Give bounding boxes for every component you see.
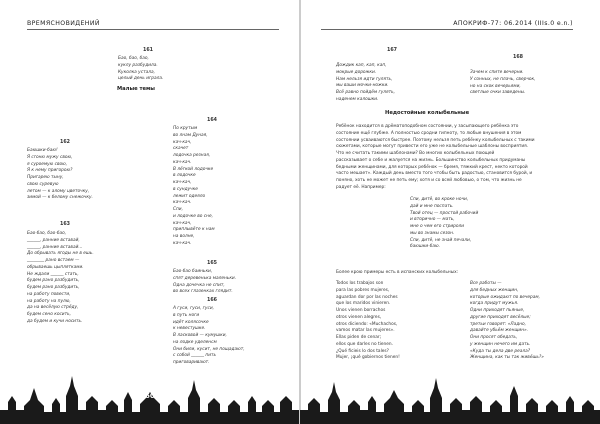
text-line: кач-кач,	[173, 139, 192, 145]
text-line: ¿Qué ficieis lo dos tales?	[336, 348, 389, 354]
text-line: Всё равно пойдём гулять,	[336, 90, 396, 95]
text-line: свою суревую	[27, 181, 59, 187]
left-page-number: 60	[145, 392, 155, 400]
text-line: в сундучке	[173, 186, 198, 192]
text-line: будем рано разбудить,	[27, 285, 80, 290]
text-line: Я сгоню мужу свою,	[27, 154, 73, 160]
stanza-161	[118, 56, 163, 83]
text-line: рассказывает о себе и жалуется на жизнь. Большинство колыбельных придуманы	[336, 157, 526, 163]
text-line: ellos que darles no tienen.	[336, 341, 393, 347]
text-line: Твой отец — простой рабочий	[410, 210, 479, 216]
text-line: и лодочке во сне,	[173, 213, 213, 219]
text-line: и вторично — мать,	[410, 217, 455, 223]
text-line: Все работы —	[470, 281, 502, 286]
text-line: для бедных женщин,	[470, 287, 519, 293]
text-line: мы ваши мочки-ножки.	[336, 83, 389, 89]
stanza-163	[27, 231, 94, 326]
text-line: vamos matar las mujeres».	[336, 328, 395, 334]
text-line: приговаривают.	[173, 360, 210, 365]
left-running-head: ВРЕМЯСНОВИДЕНИЙ	[27, 20, 100, 27]
section-title-unworthy-lullabies: Недостойные колыбельные	[385, 110, 470, 116]
text-line: будем сено косить,	[27, 312, 72, 317]
text-line: Они били, кусит, не пощадают,	[173, 346, 245, 352]
text-line: поняно, хоть не может не петь ему; хотя и со всей любовью, о том, что жизнь не	[336, 178, 522, 183]
text-line: Они просят обедать,	[470, 335, 518, 340]
spanish-intro: Более крою примеры есть в испанских колыбельных:	[336, 270, 459, 275]
right-page-number: 61	[445, 392, 455, 400]
text-line: мне о чем его стрироли	[410, 224, 465, 229]
text-line: para las pobres mujeres,	[336, 287, 390, 293]
text-line: часто мешает». Каждый день вместо того чтобы быть радостью, становится бурой, и	[336, 171, 533, 177]
text-line: Ребёнок находится в дрёматоподобном состоянии, у засыпающего ребёнка это	[336, 124, 519, 129]
text-line: спят деревенька маленьки.	[173, 275, 237, 281]
text-line: Todos los trabajos son	[336, 281, 384, 286]
text-line: в путь ноги	[173, 312, 200, 318]
text-line: у женщин нечего им дать.	[470, 341, 531, 347]
text-line: Спи, дитё, не знай печали,	[410, 237, 472, 243]
text-line: мокрые дорожки.	[336, 69, 377, 75]
text-line: Что не считать такими шаблонами? Во многих колыбельных поющей	[336, 151, 495, 156]
text-line: que los maridos vinieren.	[336, 301, 391, 307]
text-line: Unos vienen borrachos	[336, 308, 386, 313]
text-line: Куколка устала,	[118, 69, 155, 75]
text-line: куклу разбудила.	[118, 62, 158, 68]
text-line: к невестушке.	[173, 326, 206, 332]
text-line: Бао-бао, бао-бао,	[27, 231, 67, 236]
stanza-number-168: 168	[513, 55, 524, 60]
text-line: которые ожидают по вечерам,	[470, 294, 540, 300]
russian-translation	[470, 281, 544, 362]
example-poem	[410, 197, 478, 251]
text-line: кач-кач.	[173, 159, 192, 165]
text-line: на волне,	[173, 234, 195, 239]
left-header-rule	[27, 29, 279, 30]
text-line: лежит одеяло	[173, 193, 206, 199]
text-line: летом — к алому цветочку,	[27, 188, 90, 194]
text-line: в лодочке	[173, 173, 196, 179]
text-line: сюжетами, которые могут привести его уже не колыбельные шаблоны восприятия.	[336, 144, 529, 150]
text-line: otros vienen alegres,	[336, 314, 382, 320]
text-line: во всех глазенках глядит.	[173, 289, 233, 295]
text-line: третьи говорят: «Ладно,	[470, 321, 527, 327]
text-line: состояние ещё глубже. А полностью сродни гипноту, то любые внушения в этом	[336, 130, 522, 136]
text-line: на работу на пулю,	[27, 298, 71, 304]
text-line: Одна дочечка не спит,	[173, 282, 225, 288]
stanza-167	[336, 63, 395, 104]
text-line: на работу повести,	[27, 291, 71, 297]
text-line: состоянии усваиваются быстрее. Поэтому нельзя петь ребёнку колыбельных с такими	[336, 137, 535, 143]
text-line: Женщина, как ты так живёшь?»	[470, 355, 544, 361]
text-line: приплывёте к нам	[173, 227, 215, 233]
text-line: По крутым	[173, 126, 198, 131]
text-line: бедными женщинами, для которых ребёнок — бремя, тяжкий крест, некто которой	[336, 164, 528, 170]
text-line: но на скок вечерьями,	[470, 83, 521, 89]
text-line: другие приходят весёлые;	[470, 314, 531, 320]
text-line: В ласковой — кумушки,	[173, 333, 227, 338]
text-line: До обрывать ягоды не в ешь.	[27, 251, 94, 257]
stanza-number-167: 167	[387, 48, 398, 53]
stanza-166	[173, 306, 245, 367]
text-line: дай и мне поспать.	[410, 203, 454, 209]
text-line: otros diciendo: «Muchachos,	[336, 321, 398, 327]
text-line: Баюшки-баю!	[27, 148, 58, 153]
text-line: когда придут мужья.	[470, 301, 519, 307]
text-line: ______, ранние вставай...	[27, 244, 83, 250]
stanza-168	[470, 70, 535, 97]
right-header-rule	[321, 29, 573, 30]
stanza-number-163: 163	[60, 222, 71, 227]
text-line: во лнам Дуная,	[173, 132, 208, 138]
stanza-164	[173, 126, 215, 248]
text-line: У сонных, не плачь, сверчок,	[470, 76, 536, 82]
text-line: Нам нельзя идти гулять,	[336, 76, 393, 82]
text-line: с собой ______ пить	[173, 353, 217, 359]
text-line: Mujer, ¡qué gobiernos tienen!	[336, 355, 400, 361]
right-page	[300, 0, 600, 424]
text-line: мы во знамы сезон.	[410, 230, 455, 236]
stanza-number-162: 162	[60, 140, 71, 145]
text-line: скачет	[173, 146, 189, 152]
text-line: наденем калошки.	[336, 96, 379, 102]
text-line: Бао-бао баиньки,	[173, 269, 213, 274]
stanza-number-161: 161	[143, 48, 154, 53]
text-line: светлые очки заведены.	[470, 90, 526, 96]
spanish-lullaby	[336, 281, 400, 362]
text-line: Одни приходят пьяные,	[470, 308, 525, 313]
text-line: Ellas piden de cenar;	[336, 335, 382, 340]
text-line: ________ рано встаем —	[27, 258, 80, 263]
text-line: «Куда ты дела две реала?	[470, 348, 531, 354]
text-line: А гуси, гуси, гуси,	[173, 306, 215, 311]
text-line: Пригарею тыну,	[27, 175, 64, 180]
text-line: я суроемую свою,	[27, 161, 68, 167]
lullaby-paragraph	[336, 124, 560, 192]
text-line: ______, ранние вставай,	[27, 237, 80, 243]
text-line: Не ждали ______ стать,	[27, 271, 79, 277]
text-line: Дождик кап, кап, кап,	[336, 63, 387, 68]
text-line: Я к нему пригорою?	[27, 168, 73, 174]
text-line: кач-кач.	[173, 200, 192, 206]
text-line: Спи,	[173, 207, 183, 212]
stanza-number-164: 164	[207, 118, 218, 123]
text-line: В лёгкой лодочке	[173, 166, 214, 172]
text-line: aguardan dor por las noches	[336, 294, 398, 300]
text-line: зимой — к белому снежочку.	[27, 195, 93, 201]
text-line: кач-кач.	[173, 240, 192, 246]
text-line: кач-кач,	[173, 180, 192, 185]
text-line: Зачем к спите вечерни.	[470, 70, 524, 75]
text-line: на лодке уделенсм	[173, 339, 217, 345]
text-line: Бао, бао, бао,	[118, 56, 149, 61]
text-line: радует её. Например:	[336, 184, 386, 190]
section-title-small-themes: Малые темы	[117, 86, 155, 92]
stanza-162	[27, 148, 93, 202]
text-line: лодочка резная,	[173, 153, 211, 158]
text-line: да на весёлую стрёду,	[27, 305, 79, 311]
text-line: баюшки-баю.	[410, 244, 441, 250]
text-line: давайте убьём женщин».	[470, 328, 529, 334]
text-line: идёт колясочке	[173, 319, 209, 325]
stanza-165	[173, 269, 236, 296]
text-line: будем рано разбудить,	[27, 278, 80, 284]
text-line: целый день играла.	[118, 76, 164, 82]
text-line: да будем и кучи носить.	[27, 318, 83, 324]
stanza-number-166: 166	[207, 298, 218, 303]
right-running-head: АПОКРИФ-77: 06.2014 (IIIs.0 e.n.)	[453, 20, 573, 27]
text-line: обрываешь цыплятками.	[27, 264, 84, 270]
text-line: кач-кач,	[173, 220, 192, 226]
stanza-number-165: 165	[207, 261, 218, 266]
text-line: Спи, дитё, во кроке ночи,	[410, 197, 469, 202]
